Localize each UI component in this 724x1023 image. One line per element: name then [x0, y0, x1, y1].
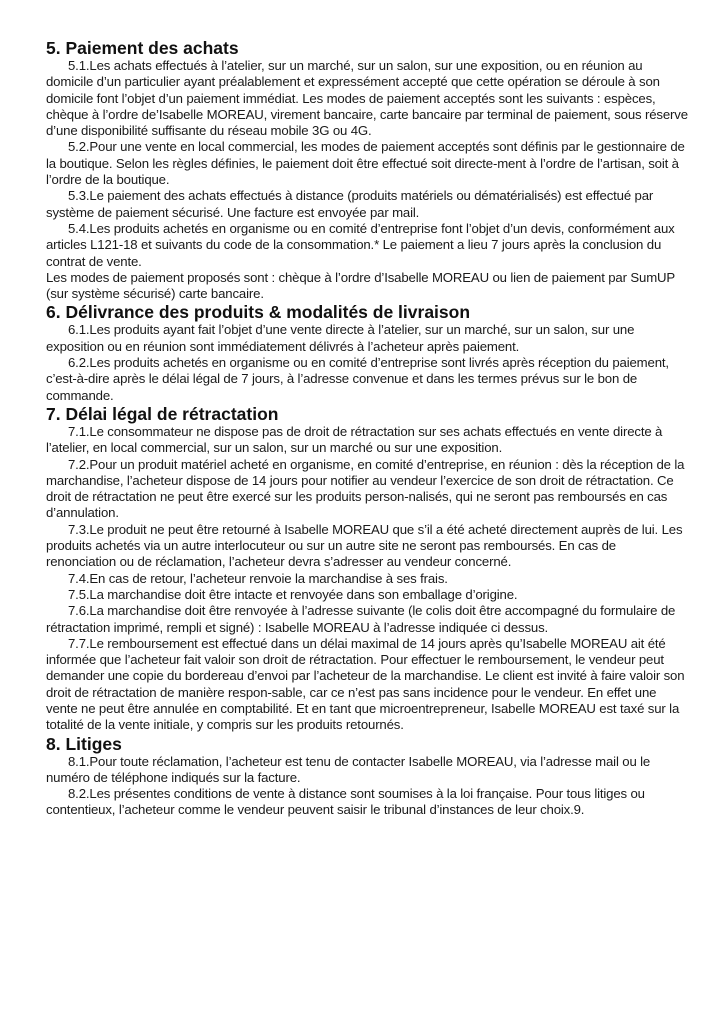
paragraph: 7.7.Le remboursement est effectué dans un délai maximal de 14 jours après qu’Isabelle MOREAU ait été informée que l’acheteur fait valoir son droit de rétractation. Pour effectuer le remboursement, le vendeur peut demander une copie du bordereau d’envoi par l’acheteur de la marchandise. Le client est invité à faire valoir son droit de rétractation de manière respon-sable, car ce n’est pas sans incidence pour le vendeur. En effet une vente ne peut être annulée en comptabilité. Et en tant que microentrepreneur, Isabelle MOREAU est taxé sur la totalité de la vente initiale, y compris sur les produits retournés. [46, 635, 685, 733]
section-heading: 7. Délai légal de rétractation [46, 403, 279, 424]
paragraph: 7.2.Pour un produit matériel acheté en organisme, en comité d’entreprise, en réunion : dès la réception de la marchandise, l’acheteur dispose de 14 jours pour notifier au vendeur l’exercice de son droit de rétractation. Ce droit de rétractation ne peut être exercé sur les produits person-nalisés, qui ne seront pas remboursés en cas d’annulation. [46, 456, 685, 521]
paragraph: 5.4.Les produits achetés en organisme ou en comité d’entreprise font l’objet d’un devis, conformément aux articles L121-18 et suivants du code de la consommation.* Le paiement a lieu 7 jours après la conclusion du contrat de vente. [46, 220, 675, 269]
section-retractation [46, 404, 688, 734]
paragraph: 5.1.Les achats effectués à l’atelier, sur un marché, sur un salon, sur une exposition, ou en réunion au domicile d’un particulier ayant préalablement et expressément accepté que cette opération se déroule à son domicile font l’objet d’un paiement immédiat. Les modes de paiement acceptés sont les suivants : espèces, chèque à l’ordre de’Isabelle MOREAU, virement bancaire, carte bancaire par terminal de paiement, sous réserve d’une disponibilité suffisante du réseau mobile 3G ou 4G. [46, 58, 688, 139]
paragraph: 7.6.La marchandise doit être renvoyée à l’adresse suivante (le colis doit être accompagné du formulaire de rétractation imprimé, rempli et signé) : Isabelle MOREAU à l’adresse indiquée ci dessus. [46, 603, 676, 635]
paragraph: 6.1.Les produits ayant fait l’objet d’une vente directe à l’atelier, sur un marché, sur un salon, sur une exposition ou en réunion sont immédiatement délivrés à l’acheteur après paiement. [46, 322, 635, 354]
paragraph: 7.3.Le produit ne peut être retourné à Isabelle MOREAU que s’il a été acheté directement auprès de lui. Les produits achetés via un autre interlocuteur ou sur un autre site ne seront pas remboursés. En cas de renonciation ou de réclamation, l’acheteur devra s’adresser au vendeur concerné. [46, 521, 683, 570]
paragraph: 8.2.Les présentes conditions de vente à distance sont soumises à la loi française. Pour tous litiges ou contentieux, l’acheteur comme le vendeur peuvent saisir le tribunal d’instances de leur choix.9. [46, 786, 645, 818]
document-page [46, 38, 688, 819]
section-livraison [46, 302, 688, 403]
paragraph: 7.1.Le consommateur ne dispose pas de droit de rétractation sur ses achats effectués en vente directe à l’atelier, en local commercial, sur un salon, sur un marché ou sur une exposition. [46, 423, 663, 456]
section-litiges [46, 734, 688, 819]
paragraph: 6.2.Les produits achetés en organisme ou en comité d’entreprise sont livrés après réception du paiement, c’est-à-dire après le délai légal de 7 jours, à l’adresse convenue et dans les termes prévus sur le bon de commande. [46, 355, 669, 403]
paragraph: 8.1.Pour toute réclamation, l’acheteur est tenu de contacter Isabelle MOREAU, via l’adresse mail ou le numéro de téléphone indiqués sur la facture. [46, 753, 651, 785]
paragraph: 7.5.La marchandise doit être intacte et renvoyée dans son emballage d’origine. [68, 586, 518, 602]
section-heading: 6. Délivrance des produits & modalités de livraison [46, 302, 471, 323]
paragraph: Les modes de paiement proposés sont : chèque à l’ordre d’Isabelle MOREAU ou lien de paiement par SumUP (sur système sécurisé) carte bancaire. [46, 269, 675, 302]
section-paiement [46, 38, 688, 302]
section-heading: 8. Litiges [46, 733, 122, 754]
paragraph: 5.3.Le paiement des achats effectués à distance (produits matériels ou dématérialisés) est effectué par système de paiement sécurisé. Une facture est envoyée par mail. [46, 188, 654, 220]
section-heading: 5. Paiement des achats [46, 38, 239, 58]
paragraph: 5.2.Pour une vente en local commercial, les modes de paiement acceptés sont définis par le gestionnaire de la boutique. Selon les règles définies, le paiement doit être effectué soit directe-ment à l’ordre de l’artisan, soit à l’ordre de la boutique. [46, 139, 685, 188]
paragraph: 7.4.En cas de retour, l’acheteur renvoie la marchandise à ses frais. [68, 570, 448, 586]
